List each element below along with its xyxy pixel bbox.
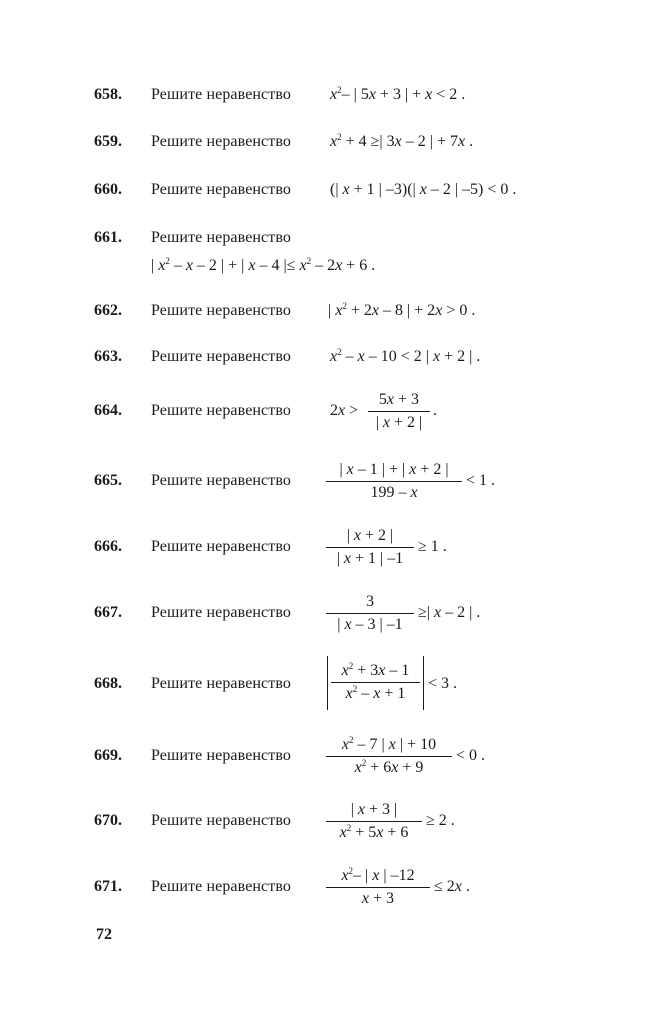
page-number: 72 bbox=[96, 926, 112, 943]
numerator: | x – 1 | + | x + 2 | bbox=[339, 461, 449, 478]
problem-number: 664. bbox=[94, 402, 122, 419]
inequality: | $x^2$ – x – 2 | + | x – 4 |≤ $x^2 - 2x + 6$ . bbox=[151, 256, 376, 274]
inequality: $x^2 + 4$ ≥| 3x – 2 | + 7x . bbox=[330, 132, 474, 150]
fraction bbox=[326, 734, 452, 779]
problem-text: Решите неравенство bbox=[151, 472, 291, 489]
denominator: $x^2 - x + 1$ bbox=[345, 684, 406, 702]
denominator: | x + 2 | bbox=[375, 414, 423, 431]
problem-text: Решите неравенство bbox=[151, 747, 291, 764]
inequality: (| x + 1 | –3)(| x – 2 | –5) < 0 . bbox=[330, 181, 517, 198]
inequality: $x^2-$ | 5x + 3 | + x < 2 . bbox=[330, 85, 466, 103]
problem-number: 671. bbox=[94, 878, 122, 895]
denominator: | x + 1 | –1 bbox=[336, 550, 404, 567]
problem-text: Решите неравенство bbox=[151, 86, 291, 103]
problem-number: 667. bbox=[94, 604, 122, 621]
fraction bbox=[326, 799, 422, 844]
inequality-rhs: ≤ 2x . bbox=[434, 878, 470, 895]
problem-number: 660. bbox=[94, 181, 122, 198]
inequality-rhs: . bbox=[433, 402, 437, 419]
problem-number: 661. bbox=[94, 229, 122, 246]
problem-number: 662. bbox=[94, 302, 122, 319]
fraction bbox=[326, 591, 414, 636]
numerator: $x^2 + 3x - 1$ bbox=[341, 661, 410, 679]
problem-text: Решите неравенство bbox=[151, 402, 291, 419]
numerator: $x^2-$ | x | –12 bbox=[341, 866, 415, 884]
numerator: | x + 2 | bbox=[346, 527, 394, 544]
numerator: 3 bbox=[366, 593, 374, 610]
numerator: 5x + 3 bbox=[378, 391, 420, 408]
problem-text: Решите неравенство bbox=[151, 538, 291, 555]
denominator: $x^2 + 6x + 9$ bbox=[354, 758, 424, 776]
inequality-lhs: 2x > bbox=[330, 402, 359, 419]
problem-number: 666. bbox=[94, 538, 122, 555]
problem-number: 669. bbox=[94, 747, 122, 764]
inequality-rhs: < 0 . bbox=[456, 747, 486, 764]
problem-text: Решите неравенство bbox=[151, 675, 291, 692]
problem-text: Решите неравенство bbox=[151, 229, 291, 246]
problem-number: 668. bbox=[94, 675, 122, 692]
problem-number: 659. bbox=[94, 133, 122, 150]
numerator: $x^2 - 7$ | x | + 10 bbox=[341, 735, 437, 753]
fraction bbox=[326, 865, 430, 910]
problem-text: Решите неравенство bbox=[151, 133, 291, 150]
problem-text: Решите неравенство bbox=[151, 302, 291, 319]
inequality-rhs: ≥| x – 2 | . bbox=[418, 604, 481, 621]
problem-number: 670. bbox=[94, 812, 122, 829]
denominator: 199 – x bbox=[370, 484, 418, 501]
inequality-rhs: < 1 . bbox=[466, 472, 496, 489]
inequality-rhs: ≥ 1 . bbox=[418, 538, 447, 555]
problem-number: 658. bbox=[94, 86, 122, 103]
problem-text: Решите неравенство bbox=[151, 604, 291, 621]
problem-text: Решите неравенство bbox=[151, 348, 291, 365]
denominator: x + 3 bbox=[361, 890, 395, 907]
fraction bbox=[368, 389, 430, 434]
inequality-rhs: ≥ 2 . bbox=[426, 812, 455, 829]
denominator: | x – 3 | –1 bbox=[337, 616, 403, 633]
problem-text: Решите неравенство bbox=[151, 812, 291, 829]
numerator: | x + 3 | bbox=[350, 801, 398, 818]
fraction bbox=[331, 660, 420, 705]
denominator: $x^2 + 5x + 6$ bbox=[339, 823, 409, 841]
problem-text: Решите неравенство bbox=[151, 181, 291, 198]
problem-number: 665. bbox=[94, 472, 122, 489]
inequality: | $x^2 + 2x - 8$ | + 2x > 0 . bbox=[328, 301, 476, 319]
problem-number: 663. bbox=[94, 348, 122, 365]
problem-text: Решите неравенство bbox=[151, 878, 291, 895]
fraction bbox=[326, 525, 414, 570]
inequality-rhs: < 3 . bbox=[428, 675, 458, 692]
fraction bbox=[326, 459, 462, 504]
inequality: $x^2 - x - 10 < 2$ | x + 2 | . bbox=[330, 347, 481, 365]
